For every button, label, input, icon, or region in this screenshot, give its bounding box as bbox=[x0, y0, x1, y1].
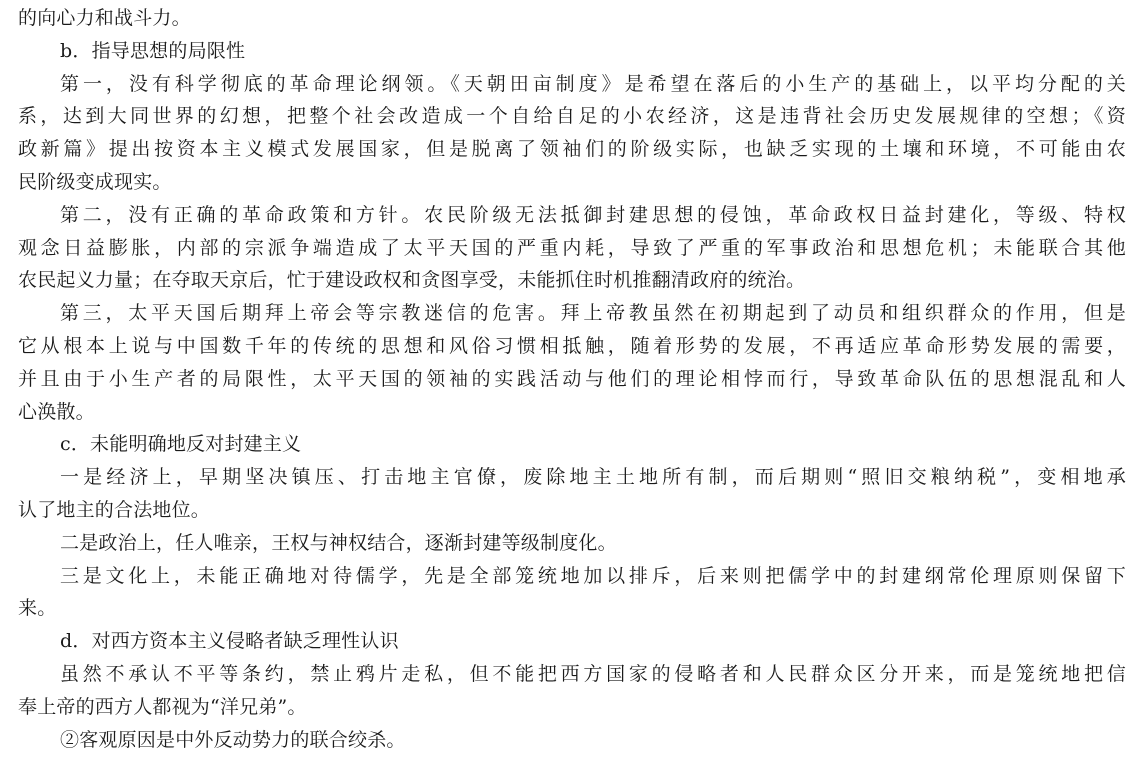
text-line: 观念日益膨胀，内部的宗派争端造成了太平天国的严重内耗，导致了严重的军事政治和思想危机；未能联合其他 bbox=[18, 236, 1126, 259]
text-line: ②客观原因是中外反动势力的联合绞杀。 bbox=[60, 728, 406, 751]
text-line: 三是文化上，未能正确地对待儒学，先是全部笼统地加以排斥，后来则把儒学中的封建纲常伦理原则保留下 bbox=[60, 564, 1126, 587]
text-line: 农民起义力量；在夺取天京后，忙于建设政权和贪图享受，未能抓住时机推翻清政府的统治。 bbox=[18, 269, 806, 292]
text-line: 并且由于小生产者的局限性，太平天国的领袖的实践活动与他们的理论相悖而行，导致革命队伍的思想混乱和人 bbox=[18, 367, 1126, 390]
text-line: 系，达到大同世界的幻想，把整个社会改造成一个自给自足的小农经济，这是违背社会历史发展规律的空想；《资 bbox=[18, 105, 1126, 128]
text-line: 第二，没有正确的革命政策和方针。农民阶级无法抵御封建思想的侵蚀，革命政权日益封建化，等级、特权 bbox=[60, 203, 1126, 226]
text-line: 政新篇》提出按资本主义模式发展国家，但是脱离了领袖们的阶级实际，也缺乏实现的土壤和环境，不可能由农 bbox=[18, 138, 1126, 161]
text-line: 虽然不承认不平等条约，禁止鸦片走私，但不能把西方国家的侵略者和人民群众区分开来，而是笼统地把信 bbox=[60, 662, 1126, 685]
text-line: 的向心力和战斗力。 bbox=[18, 7, 191, 29]
text-line: 奉上帝的西方人都视为“洋兄弟”。 bbox=[18, 695, 307, 718]
text-line: 民阶级变成现实。 bbox=[18, 170, 172, 193]
text-line: 第一，没有科学彻底的革命理论纲领。《天朝田亩制度》是希望在落后的小生产的基础上，以平均分配的关 bbox=[60, 72, 1126, 95]
section-heading: c．未能明确地反对封建主义 bbox=[60, 433, 302, 456]
text-line: 第三，太平天国后期拜上帝会等宗教迷信的危害。拜上帝教虽然在初期起到了动员和组织群众的作用，但是 bbox=[60, 302, 1126, 325]
section-heading: b．指导思想的局限性 bbox=[60, 39, 246, 62]
text-line: 它从根本上说与中国数千年的传统的思想和风俗习惯相抵触，随着形势的发展，不再适应革命形势发展的需要， bbox=[18, 334, 1126, 357]
document-body bbox=[18, 2, 1126, 756]
text-line: 二是政治上，任人唯亲，王权与神权结合，逐渐封建等级制度化。 bbox=[60, 531, 617, 554]
text-line: 来。 bbox=[18, 597, 57, 620]
text-line: 心涣散。 bbox=[18, 400, 95, 423]
section-heading: d．对西方资本主义侵略者缺乏理性认识 bbox=[60, 630, 399, 653]
text-line: 一是经济上，早期坚决镇压、打击地主官僚，废除地主土地所有制，而后期则“照旧交粮纳税”，变相地承 bbox=[60, 466, 1126, 489]
text-line: 认了地主的合法地位。 bbox=[18, 498, 211, 521]
